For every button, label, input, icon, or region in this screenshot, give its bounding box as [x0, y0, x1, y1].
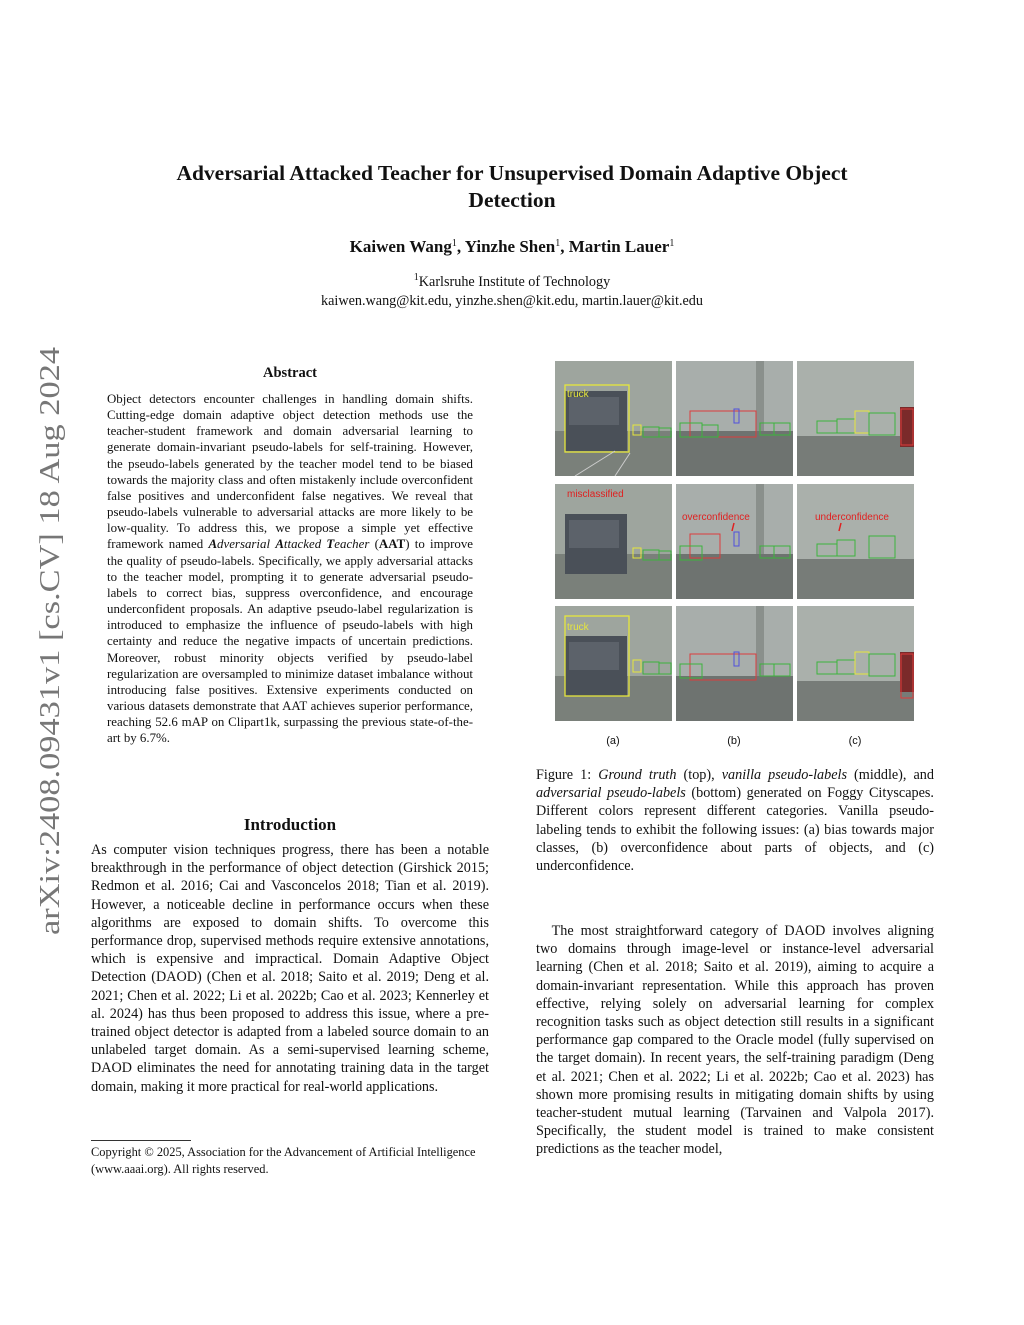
title-line-1: Adversarial Attacked Teacher for Unsupervised Domain Adaptive Object — [176, 161, 848, 185]
author-name: Kaiwen Wang — [349, 237, 452, 256]
affiliation-mark: 1 — [451, 238, 457, 249]
title-line-2: Detection — [468, 188, 556, 212]
author-name: Martin Lauer — [568, 237, 670, 256]
abstract-text: Object detectors encounter challenges in handling domain shifts. Cutting-edge domain adaptive object detection methods use the teacher-student framework and domain adversarial learning to generate domain-invariant pseudo-labels for self-training. However, the pseudo-labels generated by the teacher model tend to be biased towards the majority class and often mistakenly include overconfident false positives and underconfident false negatives. We reveal that pseudo-labels vulnerable to adversarial attacks are more likely to be low-quality. To address this, we propose a simple yet effective framework named — [107, 392, 473, 552]
author-name: Yinzhe Shen — [464, 237, 556, 256]
figure-panel-adversarial-c — [797, 606, 914, 721]
column-label-c: (c) — [848, 735, 862, 747]
copyright-footnote: Copyright © 2025, Association for the Advancement of Artificial Intelligence (www.aaai.org). All rights reserved. — [91, 1145, 476, 1176]
affiliation-mark: 1 — [669, 238, 675, 249]
paper-title — [110, 160, 914, 214]
method-name-initial: T — [326, 537, 335, 552]
author-list: Kaiwen Wang$^1$, Yinzhe Shen$^1$, Martin Lauer$^1$ — [349, 237, 675, 256]
figure-panel-vanilla-b — [676, 484, 793, 599]
figure-panel-adversarial-a — [555, 606, 672, 721]
arxiv-identifier — [27, 345, 69, 945]
figure-1-caption — [536, 766, 934, 875]
caption-term: adversarial pseudo-labels — [536, 785, 686, 802]
figure-panel-vanilla-a — [555, 484, 672, 599]
arxiv-id-text: arXiv:2408.09431v1 [cs.CV] 18 Aug 2024 — [34, 438, 66, 935]
caption-term: Ground truth — [598, 767, 677, 783]
introduction-paragraph: As computer vision techniques progress, there has been a notable breakthrough in the performance of object detection (Girshick 2015; Redmon et al. 2016; Cai and Vasconcelos 2018; Tian et al. 2019). However, a noticeable decline in performance occurs when these algorithms are exposed to domain shifts. To overcome this performance drop, supervised methods require extensive annotations, which is expensive and impractical. Domain Adaptive Object Detection (DAOD) (Chen et al. 2018; Saito et al. 2019; Deng et al. 2021; Chen et al. 2022; Li et al. 2022b; Cao et al. 2023; Kennerley et al. 2024) has thus been proposed to address this issue, where a pre-trained object detector is adapted from a labeled source domain to an unlabeled target domain. As a semi-supervised learning scheme, DAOD eliminates the need for annotating training data in the target domain, making it more practical for real-world applications. — [91, 842, 489, 1095]
figure-panel-gt-b — [676, 361, 793, 476]
label-underconfidence: underconfidence — [815, 512, 889, 523]
caption-prefix: Figure 1: — [536, 767, 599, 783]
caption-text: (top), — [676, 767, 722, 783]
method-name-part: ttacked — [283, 537, 327, 552]
caption-text: (middle), and — [847, 767, 934, 783]
label-overconfidence: overconfidence — [682, 512, 750, 523]
method-name-part: eacher — [334, 537, 370, 552]
caption-text: (bottom) generated on Foggy Cityscapes. Different colors represent different categories. Vanilla pseudo-labeling tends to exhibit the following issues: (a) bias towards major classes, (b) overconfidence about parts of objects, and (c) underconfidence. — [536, 785, 934, 875]
affiliation-block — [110, 268, 914, 311]
email-list: kaiwen.wang@kit.edu, yinzhe.shen@kit.edu, martin.lauer@kit.edu — [321, 293, 703, 309]
abstract-text-continued: to improve the quality of pseudo-labels. Specifically, we apply adversarial attacks to the teacher model, prompting it to generate adversarial pseudo-labels to correct bias, suppress overconfidence, and encourage underconfident proposals. An adaptive pseudo-label regularization is introduced to emphasize the influence of pseudo-labels with high certainty and reduce the negative impacts of uncertain predictions. Moreover, robust minority objects verified by pseudo-label regularization are oversampled to minimize dataset imbalance without introducing false positives. Extensive experiments conducted on various datasets demonstrate that AAT achieves superior performance, reaching 52.6 mAP on Clipart1k, surpassing the previous state-of-the-art by 6.7%. — [107, 537, 473, 746]
caption-term: vanilla pseudo-labels — [721, 767, 847, 783]
figure-panel-vanilla-c — [797, 484, 914, 599]
affiliation: Karlsruhe Institute of Technology — [418, 274, 611, 290]
affiliation-mark: 1 — [555, 238, 561, 249]
figure-panel-gt-a — [555, 361, 672, 476]
figure-panel-adversarial-b — [676, 606, 793, 721]
label-truck: truck — [567, 389, 589, 400]
column-label-a: (a) — [606, 735, 620, 747]
affiliation-mark: 1 — [413, 272, 419, 283]
label-truck: truck — [567, 622, 589, 633]
method-name-initial: A — [208, 537, 218, 552]
method-name-part: dversarial — [217, 537, 276, 552]
label-misclassified: misclassified — [567, 489, 624, 500]
footnote-rule — [91, 1140, 191, 1141]
body-paragraph: The most straightforward category of DAOD involves aligning two domains through image-level or instance-level adversarial learning (Chen et al. 2018; Saito et al. 2019), aiming to acquire a domain-invariant representation. While this approach has proven effective, relying solely on adversarial learning for complex recognition tasks such as object detection still results in a significant performance gap compared to the Oracle model (fully supervised on the target domain). In recent years, the self-training paradigm (Deng et al. 2021; Chen et al. 2022; Li et al. 2022b; Cao et al. 2023) has shown more promising results in mitigating domain shifts by using teacher-student mutual learning (Tarvainen and Valpola 2017). Specifically, the student model is trained to make consistent predictions as the teacher model, — [536, 923, 934, 1158]
column-label-b: (b) — [727, 735, 741, 747]
method-abbreviation: AAT — [378, 537, 406, 552]
introduction-heading: Introduction — [243, 815, 337, 834]
figure-panel-gt-c — [797, 361, 914, 476]
right-column-body — [536, 922, 934, 1159]
introduction-body — [91, 841, 489, 1096]
method-name-initial: A — [275, 537, 284, 552]
abstract-body: Object detectors encounter challenges in handling domain shifts. Cutting-edge domain adaptive object detection methods use the teacher-student framework and domain adversarial learning to generate domain-invariant pseudo-labels for self-training. However, the pseudo-labels generated by the teacher model tend to be biased towards the majority class and often mistakenly include overconfident false positives and underconfident false negatives. We reveal that pseudo-labels vulnerable to adversarial attacks are more likely to be low-quality. To address this, we propose a simple yet effective framework named Adversarial Attacked Teacher (AAT) to improve the quality of pseudo-labels. Specifically, we apply adversarial attacks to the teacher model, prompting it to generate adversarial pseudo-labels to correct bias, suppress overconfidence, and encourage underconfident proposals. An adaptive pseudo-label regularization is introduced to emphasize the influence of pseudo-labels with high certainty and reduce the negative impacts of uncertain predictions. Moreover, robust minority objects verified by pseudo-label regularization are oversampled to minimize dataset imbalance without introducing false positives. Extensive experiments conducted on various datasets demonstrate that AAT achieves superior performance, reaching 52.6 mAP on Clipart1k, surpassing the previous state-of-the-art by 6.7%. — [107, 392, 473, 746]
abstract-heading: Abstract — [263, 365, 317, 381]
figure-1 — [555, 361, 915, 753]
